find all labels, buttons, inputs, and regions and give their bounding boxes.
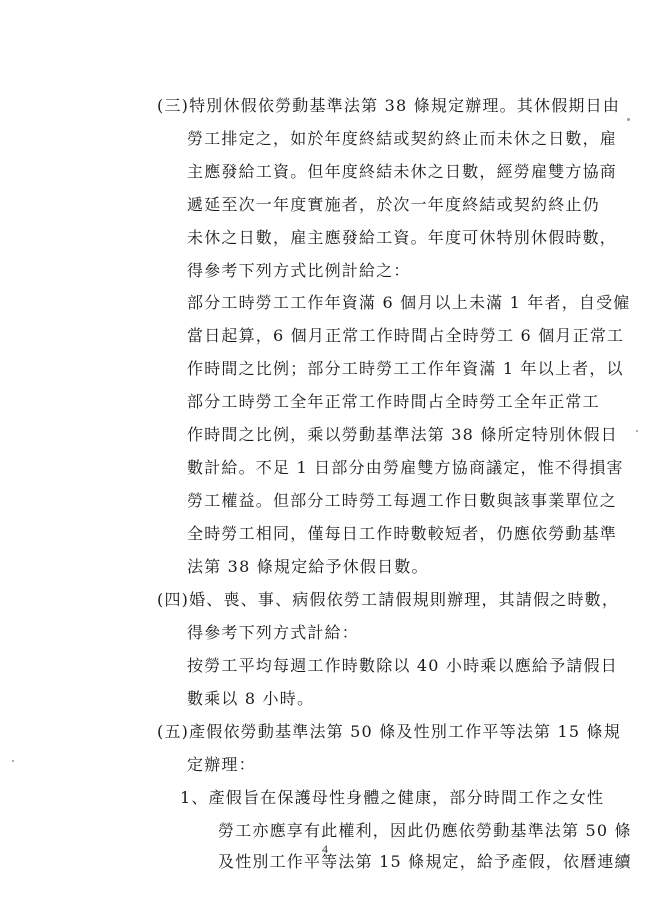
text-line: 數計給。不足 1 日部分由勞雇雙方協商議定，惟不得損害 [187,458,624,477]
text-line: 主應發給工資。但年度終結未休之日數，經勞雇雙方協商 [187,162,618,181]
section-4-heading-line: (四)婚、喪、事、病假依勞工請假規則辦理，其請假之時數， [157,590,620,609]
text-line: 勞工權益。但部分工時勞工每週工作日數與該事業單位之 [187,491,618,510]
text-line: 按勞工平均每週工作時數除以 40 小時乘以應給予請假日 [187,656,618,675]
text-line: 作時間之比例；部分工時勞工工作年資滿 1 年以上者，以 [187,359,624,378]
text-line: 定辦理： [187,755,256,774]
section-3-heading-line: (三)特別休假依勞動基準法第 38 條規定辦理。其休假期日由 [157,96,621,115]
text-line: 部分工時勞工全年正常工作時間占全時勞工全年正常工 [187,392,600,411]
list-item-1-line: 1、產假旨在保護母性身體之健康，部分時間工作之女性 [180,788,605,807]
text-line: 數乘以 8 小時。 [187,689,315,708]
text-line: 法第 38 條規定給予休假日數。 [187,557,429,576]
page-number: 4 [322,842,328,856]
text-line: 勞工亦應享有此權利，因此仍應依勞動基準法第 50 條 [218,821,632,840]
text-line: 未休之日數，雇主應發給工資。年度可休特別休假時數， [187,228,618,247]
section-5-heading-line: (五)產假依勞動基準法第 50 條及性別工作平等法第 15 條規 [157,722,621,741]
text-line: 勞工排定之，如於年度終結或契約終止而未休之日數，雇 [187,129,618,148]
text-line: 得參考下列方式比例計給之： [187,261,411,280]
text-line: 得參考下列方式計給： [187,623,360,642]
scan-speck [12,760,14,762]
text-line: 遞延至次一年度實施者，於次一年度終結或契約終止仍 [187,195,600,214]
scan-speck [636,430,638,432]
text-line: 全時勞工相同，僅每日工作時數較短者，仍應依勞動基準 [187,524,618,543]
scan-speck [627,118,630,121]
text-line: 部分工時勞工工作年資滿 6 個月以上未滿 1 年者，自受僱 [187,293,631,312]
text-line: 作時間之比例，乘以勞動基準法第 38 條所定特別休假日 [187,425,618,444]
text-line: 當日起算，6 個月正常工作時間占全時勞工 6 個月正常工 [187,326,625,345]
text-line: 及性別工作平等法第 15 條規定，給予產假，依曆連續 [218,852,632,871]
